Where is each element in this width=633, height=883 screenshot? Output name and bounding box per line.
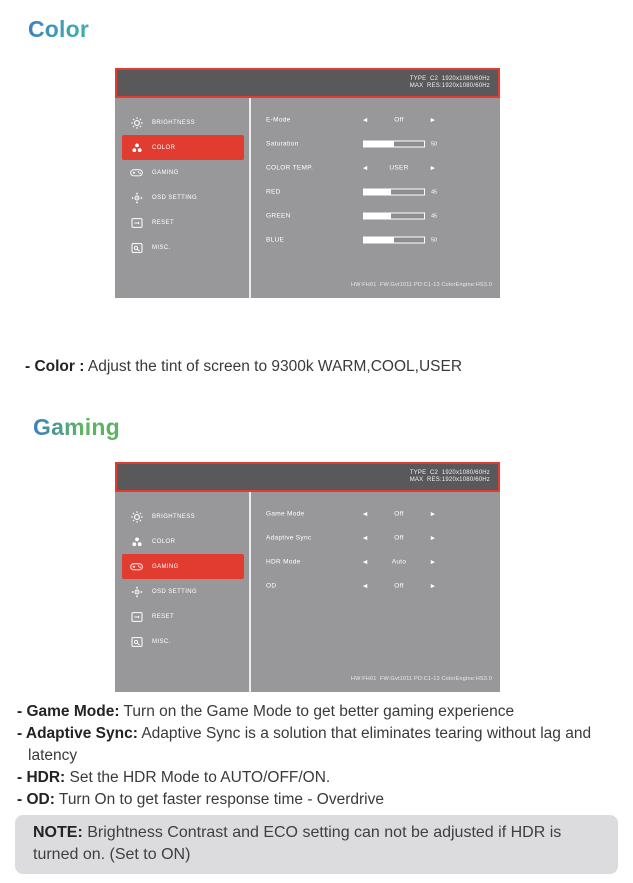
brightness-icon bbox=[130, 117, 143, 129]
reset-icon bbox=[130, 217, 143, 229]
setting-label: OD bbox=[266, 582, 277, 590]
osd-header bbox=[115, 68, 500, 98]
menu-item-gaming[interactable] bbox=[122, 554, 244, 579]
setting-row-saturation bbox=[251, 132, 500, 156]
setting-label: GREEN bbox=[266, 212, 291, 220]
arrow-left-icon[interactable]: ◀ bbox=[363, 511, 368, 517]
bullet-label: - HDR: bbox=[17, 769, 66, 786]
menu-label: OSD SETTING bbox=[152, 588, 198, 595]
e-mode-select[interactable] bbox=[363, 117, 435, 124]
menu-label: MISC. bbox=[152, 244, 171, 251]
slider-value: 45 bbox=[431, 213, 438, 219]
arrow-left-icon[interactable]: ◀ bbox=[363, 583, 368, 589]
osd-header bbox=[115, 462, 500, 492]
menu-label: BRIGHTNESS bbox=[152, 513, 196, 520]
gaming-icon bbox=[130, 167, 143, 179]
menu-label: COLOR bbox=[152, 144, 176, 151]
osd-menu bbox=[115, 492, 251, 692]
osd-menu bbox=[115, 98, 251, 298]
bullet-od bbox=[17, 789, 621, 811]
slider-value: 50 bbox=[431, 237, 438, 243]
setting-label: COLOR TEMP. bbox=[266, 164, 314, 172]
setting-row-blue bbox=[251, 228, 500, 252]
setting-row-red bbox=[251, 180, 500, 204]
osd-firmware-info: HW:FH01 FW:Gvt1011 PD:C1-13 ColorEngine:HS3.0 bbox=[351, 282, 492, 288]
setting-label: Adaptive Sync bbox=[266, 534, 312, 542]
menu-label: BRIGHTNESS bbox=[152, 119, 196, 126]
color-icon bbox=[130, 536, 143, 548]
bullet-label: - Adaptive Sync: bbox=[17, 725, 138, 742]
red-slider[interactable] bbox=[363, 189, 437, 196]
slider-fill bbox=[364, 238, 394, 243]
menu-item-color[interactable] bbox=[115, 529, 249, 554]
menu-label: RESET bbox=[152, 613, 175, 620]
menu-label: RESET bbox=[152, 219, 175, 226]
setting-label: Game Mode bbox=[266, 510, 305, 518]
green-slider[interactable] bbox=[363, 213, 437, 220]
menu-item-misc[interactable] bbox=[115, 235, 249, 260]
osd-setting-icon bbox=[130, 586, 143, 598]
bullet-label: - OD: bbox=[17, 791, 55, 808]
saturation-slider[interactable] bbox=[363, 141, 437, 148]
menu-item-misc[interactable] bbox=[115, 629, 249, 654]
setting-row-e-mode bbox=[251, 108, 500, 132]
menu-label: COLOR bbox=[152, 538, 176, 545]
osd-body bbox=[115, 98, 500, 298]
color-osd-screenshot bbox=[115, 68, 500, 298]
gaming-icon bbox=[130, 561, 143, 573]
menu-item-osd-setting[interactable] bbox=[115, 185, 249, 210]
misc-icon bbox=[130, 636, 143, 648]
osd-firmware-info: HW:FH01 FW:Gvt1011 PD:C1-13 ColorEngine:HS3.0 bbox=[351, 676, 492, 682]
slider-fill bbox=[364, 190, 391, 195]
menu-item-brightness[interactable] bbox=[115, 504, 249, 529]
slider-value: 45 bbox=[431, 189, 438, 195]
menu-label: OSD SETTING bbox=[152, 194, 198, 201]
menu-label: MISC. bbox=[152, 638, 171, 645]
setting-label: HDR Mode bbox=[266, 558, 301, 566]
menu-item-reset[interactable] bbox=[115, 210, 249, 235]
bullet-text: Set the HDR Mode to AUTO/OFF/ON. bbox=[69, 769, 331, 786]
menu-item-osd-setting[interactable] bbox=[115, 579, 249, 604]
osd-settings-panel bbox=[251, 492, 500, 692]
slider-track[interactable] bbox=[363, 189, 425, 196]
note-label: NOTE: bbox=[33, 824, 83, 841]
setting-row-green bbox=[251, 204, 500, 228]
gaming-bullet-list bbox=[17, 701, 621, 811]
setting-row-game-mode bbox=[251, 502, 500, 526]
setting-label: BLUE bbox=[266, 236, 285, 244]
osd-body bbox=[115, 492, 500, 692]
setting-value: Off bbox=[394, 116, 404, 124]
setting-row-od bbox=[251, 574, 500, 598]
arrow-left-icon[interactable]: ◀ bbox=[363, 117, 368, 123]
arrow-right-icon[interactable]: ▶ bbox=[430, 559, 435, 565]
slider-fill bbox=[364, 214, 391, 219]
color-icon bbox=[130, 142, 143, 154]
setting-label: Saturation bbox=[266, 140, 299, 148]
bullet-text: Adaptive Sync is a solution that eliminates tearing without lag and latency bbox=[28, 725, 592, 764]
hdr-mode-select[interactable] bbox=[363, 559, 435, 566]
osd-type-line: TYPE C2 1920x1080/60Hz bbox=[409, 469, 490, 476]
adaptive-sync-select[interactable] bbox=[363, 535, 435, 542]
arrow-left-icon[interactable]: ◀ bbox=[363, 559, 368, 565]
setting-row-adaptive-sync bbox=[251, 526, 500, 550]
misc-icon bbox=[130, 242, 143, 254]
arrow-right-icon[interactable]: ▶ bbox=[430, 511, 435, 517]
color-description-label: - Color : bbox=[25, 358, 85, 375]
slider-value: 50 bbox=[431, 141, 438, 147]
arrow-right-icon[interactable]: ▶ bbox=[430, 535, 435, 541]
arrow-right-icon[interactable]: ▶ bbox=[430, 117, 435, 123]
bullet-label: - Game Mode: bbox=[17, 703, 120, 720]
osd-setting-icon bbox=[130, 192, 143, 204]
menu-label: GAMING bbox=[152, 563, 179, 570]
bullet-text: Turn On to get faster response time - Overdrive bbox=[58, 791, 384, 808]
setting-value: Auto bbox=[391, 558, 407, 566]
osd-type-line: TYPE C2 1920x1080/60Hz bbox=[409, 75, 490, 82]
arrow-left-icon[interactable]: ◀ bbox=[363, 165, 368, 171]
slider-fill bbox=[364, 142, 394, 147]
menu-item-reset[interactable] bbox=[115, 604, 249, 629]
setting-value: Off bbox=[394, 510, 404, 518]
slider-track[interactable] bbox=[363, 213, 425, 220]
setting-label: E-Mode bbox=[266, 116, 291, 124]
note-box bbox=[15, 815, 618, 874]
reset-icon bbox=[130, 611, 143, 623]
setting-label: RED bbox=[266, 188, 281, 196]
setting-row-color-temp bbox=[251, 156, 500, 180]
color-description bbox=[25, 357, 462, 377]
menu-item-color[interactable] bbox=[122, 135, 244, 160]
bullet-game-mode bbox=[17, 701, 621, 723]
note-text: Brightness Contrast and ECO setting can not be adjusted if HDR is turned on. (Set to ON) bbox=[33, 824, 562, 863]
arrow-right-icon[interactable]: ▶ bbox=[430, 165, 435, 171]
osd-maxres-line: MAX RES:1920x1080/60Hz bbox=[409, 83, 490, 89]
bullet-hdr bbox=[17, 767, 621, 789]
od-select[interactable] bbox=[363, 583, 435, 590]
bullet-adaptive-sync bbox=[17, 723, 621, 767]
setting-value: Off bbox=[394, 582, 404, 590]
gaming-osd-screenshot bbox=[115, 462, 500, 692]
osd-settings-panel bbox=[251, 98, 500, 298]
setting-value: USER bbox=[389, 164, 409, 172]
arrow-right-icon[interactable]: ▶ bbox=[430, 583, 435, 589]
setting-value: Off bbox=[394, 534, 404, 542]
slider-track[interactable] bbox=[363, 141, 425, 148]
menu-item-brightness[interactable] bbox=[115, 110, 249, 135]
blue-slider[interactable] bbox=[363, 237, 437, 244]
setting-row-hdr-mode bbox=[251, 550, 500, 574]
menu-label: GAMING bbox=[152, 169, 179, 176]
arrow-left-icon[interactable]: ◀ bbox=[363, 535, 368, 541]
color-temp-select[interactable] bbox=[363, 165, 435, 172]
section-heading-gaming: Gaming bbox=[33, 414, 120, 440]
slider-track[interactable] bbox=[363, 237, 425, 244]
section-heading-color: Color bbox=[28, 16, 90, 42]
menu-item-gaming[interactable] bbox=[115, 160, 249, 185]
game-mode-select[interactable] bbox=[363, 511, 435, 518]
color-description-text: Adjust the tint of screen to 9300k WARM,COOL,USER bbox=[87, 358, 463, 375]
osd-maxres-line: MAX RES:1920x1080/60Hz bbox=[409, 477, 490, 483]
brightness-icon bbox=[130, 511, 143, 523]
bullet-text: Turn on the Game Mode to get better gaming experience bbox=[123, 703, 515, 720]
